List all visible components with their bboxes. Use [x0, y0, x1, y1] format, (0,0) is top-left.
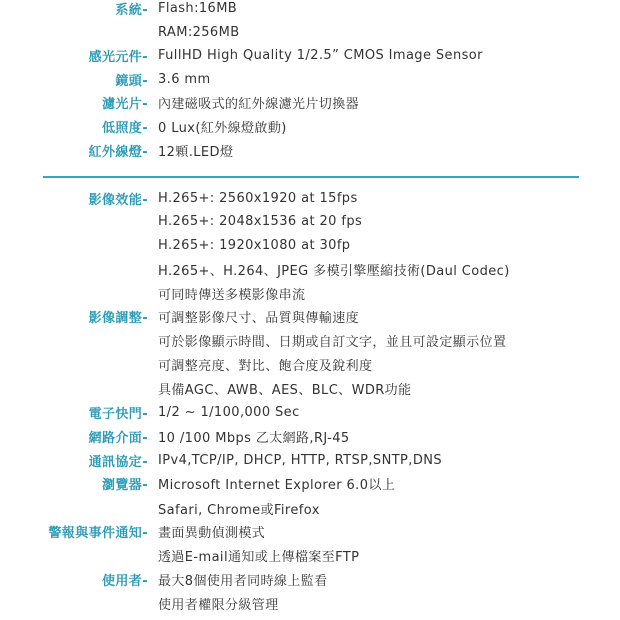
spec-value: 內建磁吸式的紅外線濾光片切換器 — [158, 96, 360, 112]
spec-row-browser — [0, 471, 620, 495]
spec-value: 可調整亮度、對比、飽合度及銳利度 — [158, 358, 373, 374]
spec-value: RAM:256MB — [158, 24, 240, 40]
spec-value: 3.6 mm — [158, 71, 211, 87]
spec-value: H.265+: 2048x1536 at 20 fps — [158, 213, 363, 229]
spec-label: 電子快門- — [88, 406, 148, 422]
spec-value: 透過E-mail通知或上傳檔案至FTP — [158, 549, 360, 565]
spec-row-alarm-2 — [0, 543, 620, 567]
spec-row-image-adjust-4 — [0, 376, 620, 400]
spec-value: 10 /100 Mbps 乙太網路,RJ-45 — [158, 430, 350, 446]
spec-value: 畫面異動偵測模式 — [158, 525, 266, 541]
spec-row-video-performance-3 — [0, 233, 620, 257]
spec-row-users-2 — [0, 591, 620, 615]
spec-value: H.265+、H.264、JPEG 多模引擎壓縮技術(Daul Codec) — [158, 263, 510, 279]
spec-row-protocols — [0, 448, 620, 472]
spec-row-low-light — [0, 114, 620, 138]
spec-label: 系統- — [115, 2, 148, 18]
section-divider — [43, 176, 579, 178]
spec-value: Microsoft Internet Explorer 6.0以上 — [158, 477, 396, 493]
spec-value: Safari, Chrome或Firefox — [158, 502, 320, 518]
spec-value: 具備AGC、AWB、AES、BLC、WDR功能 — [158, 382, 412, 398]
spec-row-image-adjust-3 — [0, 352, 620, 376]
spec-label: 低照度- — [102, 120, 148, 136]
spec-value: 0 Lux(紅外線燈啟動) — [158, 120, 287, 136]
spec-value: Flash:16MB — [158, 0, 238, 16]
spec-row-filter — [0, 90, 620, 114]
spec-row-alarm — [0, 519, 620, 543]
spec-row-network — [0, 424, 620, 448]
spec-row-lens — [0, 67, 620, 91]
spec-label: 使用者- — [102, 573, 148, 589]
spec-row-image-adjust — [0, 304, 620, 328]
spec-row-video-performance — [0, 186, 620, 210]
spec-row-image-adjust-2 — [0, 328, 620, 352]
spec-value: IPv4,TCP/IP, DHCP, HTTP, RTSP,SNTP,DNS — [158, 452, 443, 468]
spec-value: FullHD High Quality 1/2.5” CMOS Image Sensor — [158, 47, 483, 63]
spec-value: 1/2 ~ 1/100,000 Sec — [158, 404, 300, 420]
spec-label: 濾光片- — [102, 96, 148, 112]
spec-row-browser-2 — [0, 496, 620, 520]
spec-row-image-sensor — [0, 43, 620, 67]
spec-value: 最大8個使用者同時線上監看 — [158, 573, 328, 589]
spec-row-system-ram — [0, 20, 620, 44]
spec-row-ir-led — [0, 138, 620, 162]
spec-label: 通訊協定- — [88, 454, 148, 470]
spec-row-system — [0, 0, 620, 20]
spec-value: 可同時傳送多模影像串流 — [158, 287, 306, 303]
spec-row-video-performance-2 — [0, 209, 620, 233]
spec-label: 感光元件- — [88, 49, 148, 65]
spec-label: 影像效能- — [88, 192, 148, 208]
spec-value: 可於影像顯示時間、日期或自訂文字，並且可設定顯示位置 — [158, 334, 507, 350]
spec-label: 瀏覽器- — [102, 477, 148, 493]
spec-row-codec — [0, 257, 620, 281]
spec-label: 警報與事件通知- — [48, 525, 148, 541]
spec-value: 可調整影像尺寸、品質與傳輸速度 — [158, 310, 360, 326]
spec-value: 使用者權限分級管理 — [158, 597, 279, 613]
spec-value: H.265+: 1920x1080 at 30fp — [158, 237, 351, 253]
spec-label: 鏡頭- — [115, 73, 148, 89]
spec-label: 紅外線燈- — [88, 144, 148, 160]
spec-label: 網路介面- — [88, 430, 148, 446]
spec-value: 12顆.LED燈 — [158, 144, 234, 160]
spec-row-users — [0, 567, 620, 591]
spec-row-multi-stream — [0, 281, 620, 305]
spec-label: 影像調整- — [88, 310, 148, 326]
spec-value: H.265+: 2560x1920 at 15fps — [158, 190, 358, 206]
spec-row-shutter — [0, 400, 620, 424]
